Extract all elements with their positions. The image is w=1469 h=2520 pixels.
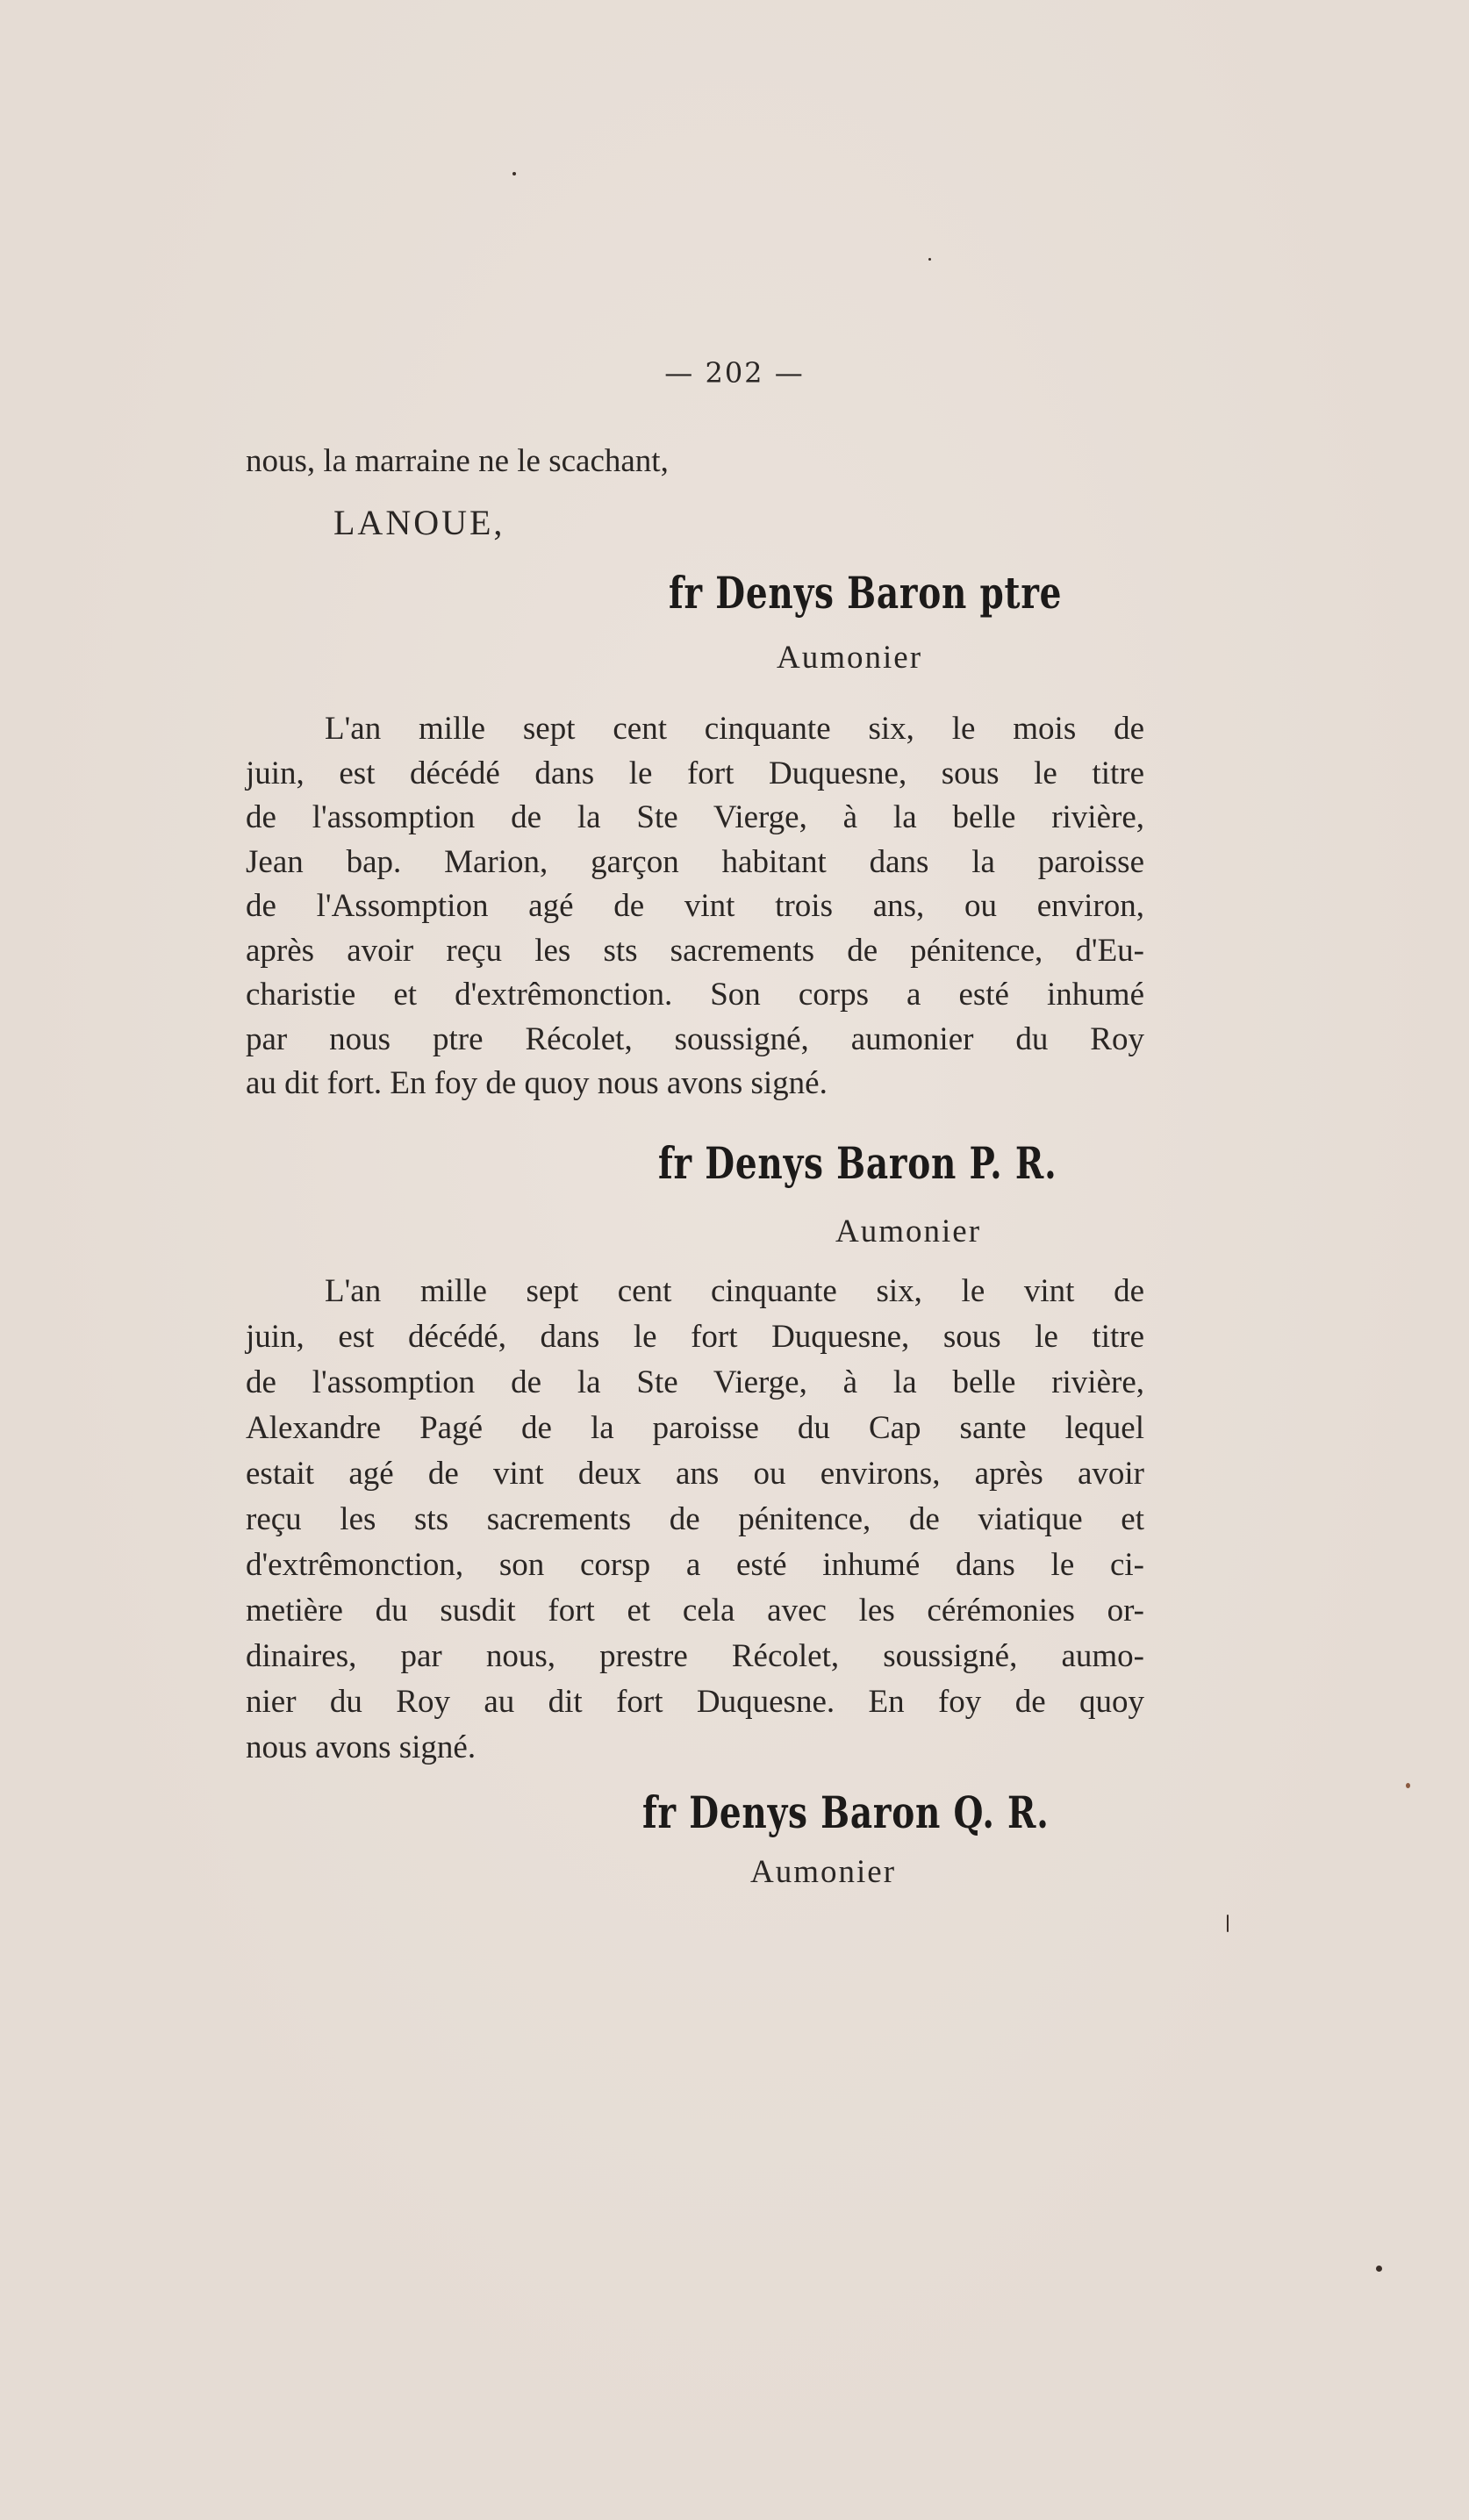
paper-speck	[1227, 1915, 1229, 1932]
entry2-title: Aumonier	[835, 1213, 982, 1249]
entry3-title: Aumonier	[750, 1854, 897, 1890]
paper-speck	[1376, 2266, 1382, 2272]
entry3-paragraph	[246, 1269, 1144, 1771]
entry2-signature: fr Denys Baron P. R.	[658, 1137, 1057, 1189]
entry3-line: reçu les sts sacrements de pénitence, de viatique et	[246, 1501, 1144, 1537]
entry3-line: de l'assomption de la Ste Vierge, à la belle rivière,	[246, 1364, 1144, 1400]
entry2-line: après avoir reçu les sts sacrements de pénitence, d'Eu-	[246, 932, 1144, 969]
entry3-line: Alexandre Pagé de la paroisse du Cap sante lequel	[246, 1410, 1144, 1446]
entry3-line: estait agé de vint deux ans ou environs, après avoir	[246, 1456, 1144, 1492]
entry3-line: L'an mille sept cent cinquante six, le vint de	[325, 1273, 1144, 1309]
entry1-title: Aumonier	[777, 640, 923, 676]
entry3-line: d'extrêmonction, son corsp a esté inhumé dans le ci-	[246, 1547, 1144, 1583]
entry2-line: L'an mille sept cent cinquante six, le mois de	[325, 711, 1144, 747]
entry2-line: de l'assomption de la Ste Vierge, à la belle rivière,	[246, 799, 1144, 835]
entry2-line: au dit fort. En foy de quoy nous avons signé.	[246, 1065, 828, 1101]
entry2-line: par nous ptre Récolet, soussigné, aumonier du Roy	[246, 1020, 1144, 1057]
entry3-signature: fr Denys Baron Q. R.	[642, 1786, 1050, 1838]
entry2-line: Jean bap. Marion, garçon habitant dans la paroisse	[246, 843, 1144, 880]
entry2-line: juin, est décédé dans le fort Duquesne, sous le titre	[246, 755, 1144, 791]
entry3-line: nier du Roy au dit fort Duquesne. En foy de quoy	[246, 1684, 1144, 1720]
entry3-line: juin, est décédé, dans le fort Duquesne, sous le titre	[246, 1319, 1144, 1355]
entry2-line: charistie et d'extrêmonction. Son corps a esté inhumé	[246, 977, 1144, 1013]
page-number: — 202 —	[664, 356, 805, 390]
entry3-line: metière du susdit fort et cela avec les cérémonies or-	[246, 1593, 1144, 1629]
paper-speck	[1406, 1783, 1410, 1788]
signature-lanoue: LANOUE,	[333, 503, 505, 542]
paper-speck	[928, 258, 931, 261]
entry2-line: de l'Assomption agé de vint trois ans, ou environ,	[246, 888, 1144, 924]
entry1-signature: fr Denys Baron ptre	[669, 567, 1063, 619]
entry3-line: dinaires, par nous, prestre Récolet, soussigné, aumo-	[246, 1638, 1144, 1674]
entry3-line: nous avons signé.	[246, 1729, 477, 1765]
opening-line: nous, la marraine ne le scachant,	[246, 443, 669, 479]
paper-speck	[512, 172, 516, 175]
entry2-paragraph	[246, 707, 1144, 1106]
